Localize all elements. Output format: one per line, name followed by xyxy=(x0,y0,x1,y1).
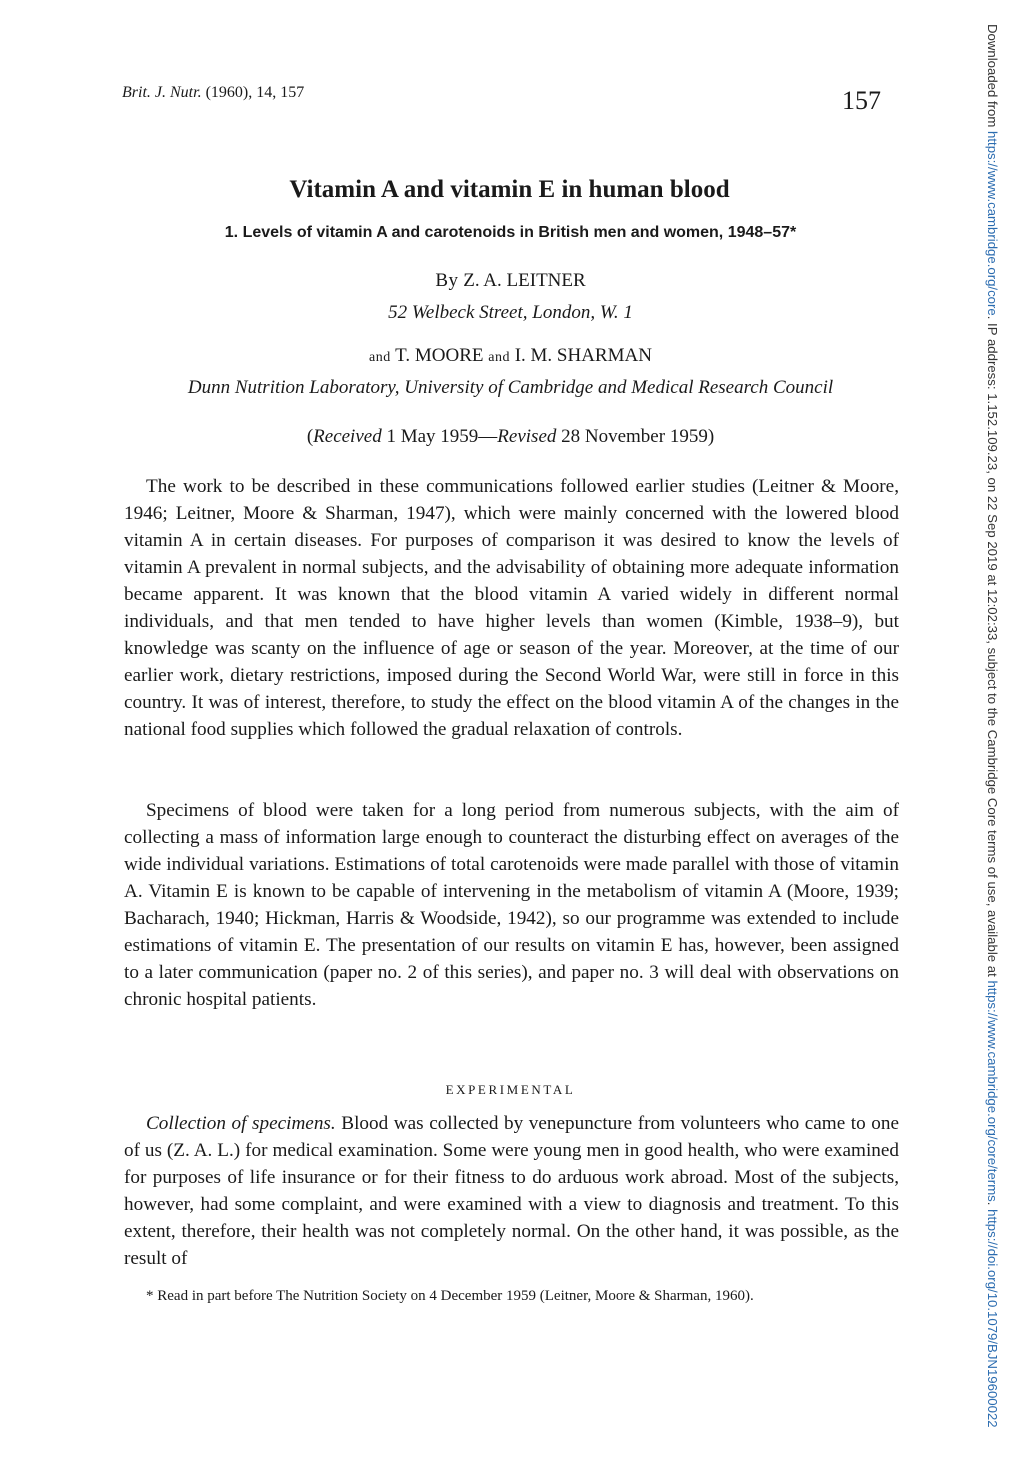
terms-link[interactable]: https://www.cambridge.org/core/terms xyxy=(985,980,1000,1202)
affiliation-1: 52 Welbeck Street, London, W. 1 xyxy=(388,302,633,323)
author-sharman: I. M. SHARMAN xyxy=(514,345,652,366)
journal-citation: (1960), 14, 157 xyxy=(205,84,305,101)
intro-paragraph-2: Specimens of blood were taken for a long period from numerous subjects, with the aim of collecting a mass of information large enough to counteract the disturbing effect on averages of the wide individual variations. Estimations of total carotenoids were made parallel with those of vitamin A. Vitamin E is known to be capable of intervening in the metabolism of vitamin A (Moore, 1939; Bacharach, 1940; Hickman, Harris & Woodside, 1942), so our programme was extended to include estimations of vitamin E. The presentation of our results on vitamin E has, however, been assigned to a later communication (paper no. 2 of this series), and paper no. 3 will deal with observations on chronic hospital patients. xyxy=(124,800,899,1010)
revised-date: 28 November 1959 xyxy=(561,426,708,447)
and-label-2: and xyxy=(488,350,510,365)
intro-paragraph-1: The work to be described in these communications followed earlier studies (Leitner & Moore, 1946; Leitner, Moore & Sharman, 1947), which were mainly concerned with the lowered blood vitamin A in certain diseases. For purposes of comparison it was desired to know the levels of vitamin A prevalent in normal subjects, and the advisability of obtaining more adequate information became apparent. It was known that the blood vitamin A varied widely in different normal individuals, and that men tended to have higher levels than women (Kimble, 1938–9), but knowledge was scanty on the influence of age or season of the year. Moreover, at the time of our earlier work, dietary restrictions, imposed during the Second World War, were still in force in this country. It was of interest, therefore, to study the effect on the blood vitamin A of the changes in the national food supplies which followed the gradual relaxation of controls. xyxy=(124,476,899,740)
paragraph-lead: Collection of specimens. xyxy=(146,1113,336,1134)
author-leitner: Z. A. LEITNER xyxy=(463,270,586,291)
doi-link[interactable]: https://doi.org/10.1079/BJN19600022 xyxy=(985,1209,1000,1428)
paragraph-text: Blood was collected by venepuncture from volunteers who came to one of us (Z. A. L.) for medical examination. Some were young men in good health, who were examined for purposes of life insurance or for their fitness to do arduous work abroad. Most of the subjects, however, had some complaint, and were examined with a view to diagnosis and treatment. To this extent, therefore, their health was not completely normal. On the other hand, it was possible, as the result of xyxy=(124,1113,900,1269)
author-moore: T. MOORE xyxy=(395,345,484,366)
affiliation-2: Dunn Nutrition Laboratory, University of Cambridge and Medical Research Council xyxy=(187,377,834,398)
experimental-paragraph xyxy=(124,1110,899,1272)
page-number: 157 xyxy=(842,86,881,115)
revised-label: Revised xyxy=(497,426,557,447)
core-link[interactable]: https://www.cambridge.org/core xyxy=(985,131,1000,316)
author-line-2 xyxy=(4,345,1013,367)
received-dates: (Received 1 May 1959—Revised 28 November 1959) xyxy=(306,426,715,447)
download-notice: Downloaded from https://www.cambridge.org/core. IP address: 1.152.109.23, on 22 Sep 2019 at 12:02:33, subject to the Cambridge Core terms of use, available at https://www.cambridge.org/core/terms. https://doi.org/10.1079/BJN19600022 xyxy=(985,24,1000,1428)
received-label: Received xyxy=(313,426,382,447)
section-heading: EXPERIMENTAL xyxy=(445,1082,576,1097)
journal-name: Brit. J. Nutr. xyxy=(122,84,202,101)
running-head xyxy=(122,84,304,102)
article-subtitle: 1. Levels of vitamin A and carotenoids in British men and women, 1948–57* xyxy=(224,224,797,241)
received-date: 1 May 1959 xyxy=(386,426,479,447)
author-line-1 xyxy=(4,270,1013,292)
footnote: * Read in part before The Nutrition Society on 4 December 1959 (Leitner, Moore & Sharman, 1960). xyxy=(146,1288,754,1304)
by-label: By xyxy=(435,270,459,291)
article-title: Vitamin A and vitamin E in human blood xyxy=(289,176,730,203)
and-label-1: and xyxy=(369,350,391,365)
